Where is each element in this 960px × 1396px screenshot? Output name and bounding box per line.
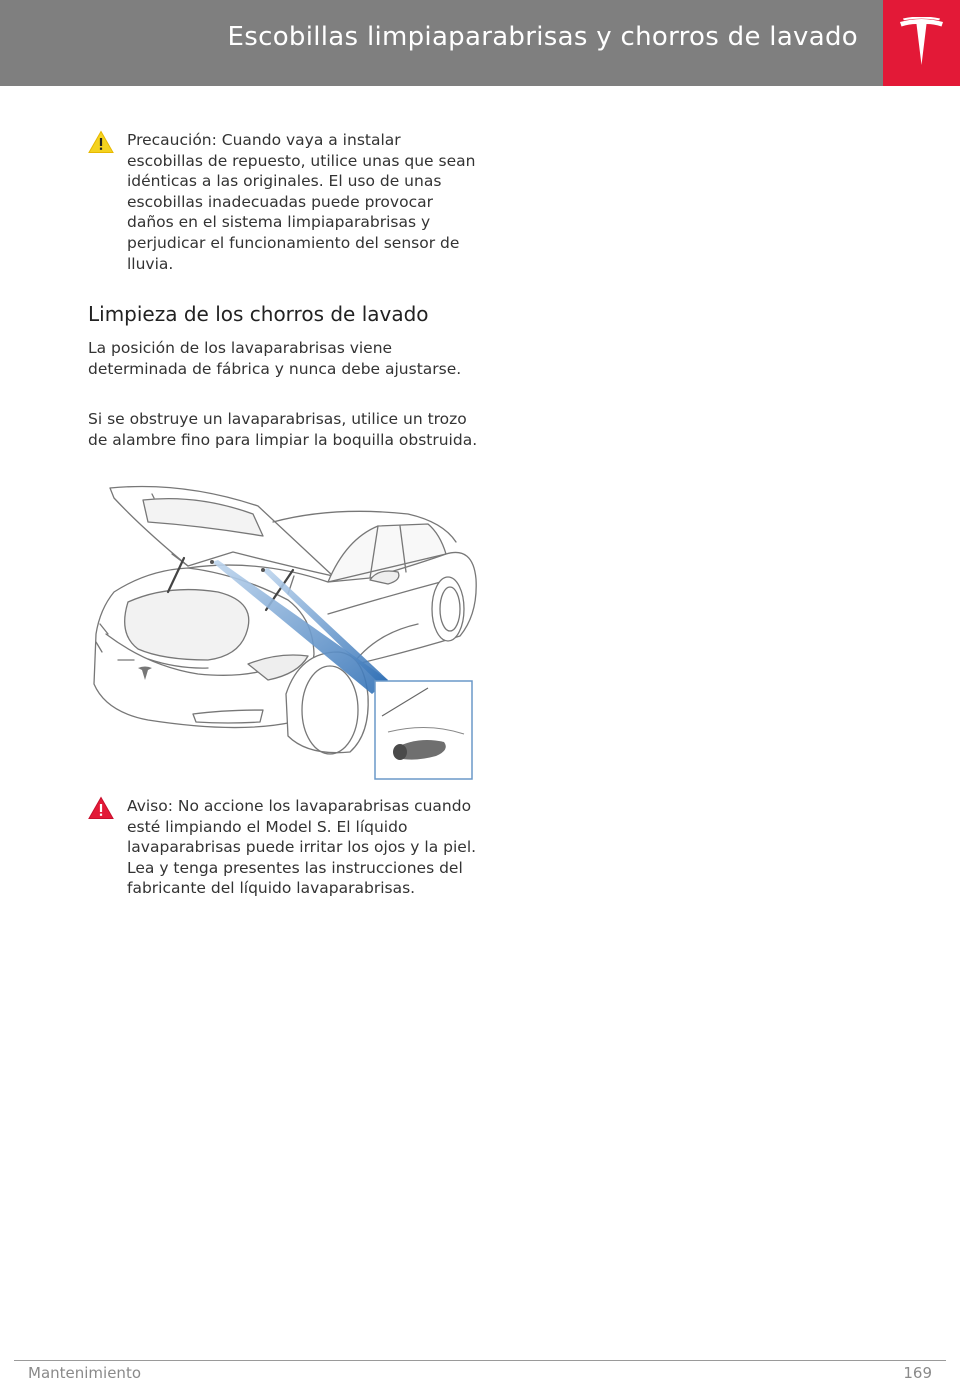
page-header xyxy=(0,0,960,86)
tesla-logo xyxy=(883,0,960,86)
caution-text: Precaución: Cuando vaya a instalar escobillas de repuesto, utilice unas que sean idénticas a las originales. El uso de unas escobillas inadecuadas puede provocar daños en el sistema limpiaparabrisas y perjudicar el funcionamiento del sensor de lluvia. xyxy=(127,131,476,273)
paragraph-2: Si se obstruye un lavaparabrisas, utilice un trozo de alambre fino para limpiar la boquilla obstruida. xyxy=(88,410,478,449)
footer-page-number: 169 xyxy=(903,1364,932,1382)
warning-triangle-icon xyxy=(88,796,114,820)
warning-notice xyxy=(88,796,478,899)
footer-section-name: Mantenimiento xyxy=(28,1364,141,1382)
caution-notice xyxy=(88,130,478,274)
page-title: Escobillas limpiaparabrisas y chorros de lavado xyxy=(227,22,858,52)
caution-triangle-icon xyxy=(88,130,114,154)
footer-divider xyxy=(14,1360,946,1361)
car-washer-jets-illustration xyxy=(88,484,480,784)
section-heading: Limpieza de los chorros de lavado xyxy=(88,302,429,326)
paragraph-1: La posición de los lavaparabrisas viene determinada de fábrica y nunca debe ajustarse. xyxy=(88,339,462,378)
tesla-logo-icon xyxy=(899,17,944,67)
warning-text: Aviso: No accione los lavaparabrisas cuando esté limpiando el Model S. El líquido lavaparabrisas puede irritar los ojos y la piel. Lea y tenga presentes las instrucciones del fabricante del líquido lavaparabrisas. xyxy=(127,797,477,898)
